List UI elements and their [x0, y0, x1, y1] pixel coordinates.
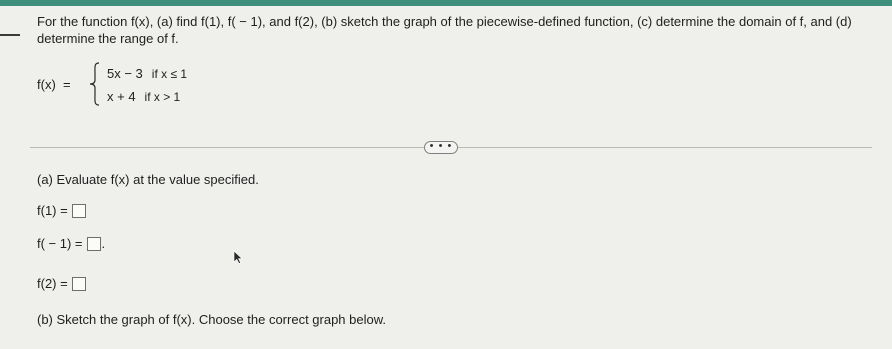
case-2-condition: if x > 1: [144, 90, 181, 104]
case-2-expr: x + 4: [107, 89, 136, 104]
question-line-2: determine the range of f.: [37, 31, 179, 46]
part-a-prompt: (a) Evaluate f(x) at the value specified.: [37, 172, 259, 187]
mouse-pointer-icon: [233, 250, 243, 264]
function-lhs: f(x) =: [37, 77, 71, 92]
answer-row-f1: [37, 203, 87, 218]
part-b-prompt: (b) Sketch the graph of f(x). Choose the correct graph below.: [37, 312, 387, 327]
answer-label-f1: f(1) =: [37, 203, 68, 218]
case-1-condition: if x ≤ 1: [151, 67, 188, 81]
answer-box-f1[interactable]: [72, 204, 86, 218]
top-accent-bar: [0, 0, 892, 6]
question-line-1: For the function f(x), (a) find f(1), f( − 1), and f(2), (b) sketch the graph of the piecewise-defined function, (c) determine the domain of f, and (d): [37, 14, 852, 29]
case-1-expr: 5x − 3: [107, 66, 143, 81]
answer-box-f-neg1[interactable]: [87, 237, 101, 251]
show-more-button[interactable]: • • •: [424, 141, 458, 154]
question-text: [37, 13, 882, 47]
answer-label-f2: f(2) =: [37, 276, 68, 291]
left-brace-icon: [89, 62, 101, 106]
case-1: [107, 66, 187, 81]
left-margin-mark: [0, 34, 20, 36]
answer-box-f2[interactable]: [72, 277, 86, 291]
answer-row-f2: [37, 276, 87, 291]
answer-row-f-neg1: [37, 236, 105, 251]
piecewise-function: [37, 62, 297, 106]
case-2: [107, 89, 180, 104]
answer-label-f-neg1: f( − 1) =: [37, 236, 83, 251]
answer-suffix-f-neg1: .: [101, 236, 106, 251]
